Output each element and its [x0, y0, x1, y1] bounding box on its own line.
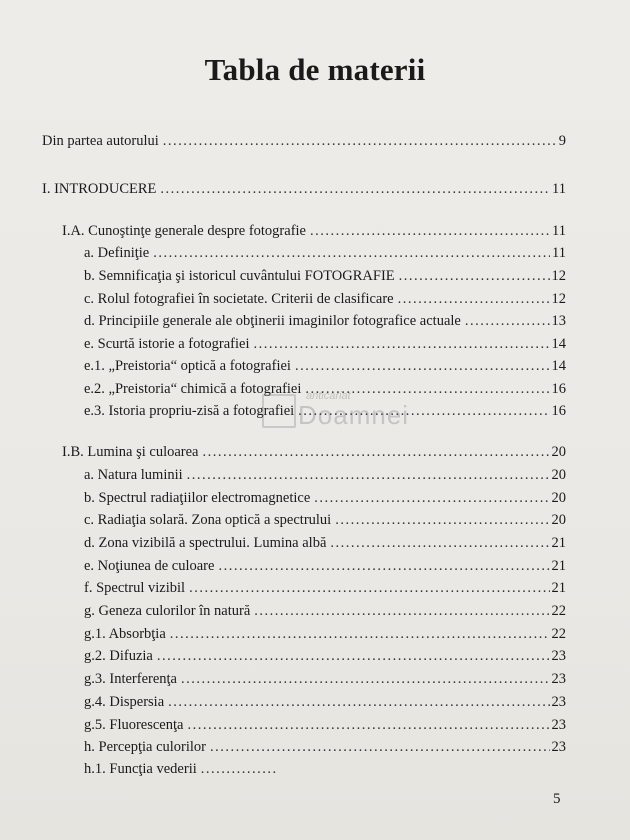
toc-entry [84, 290, 566, 308]
toc-entry-label: g. Geneza culorilor în natură [84, 603, 251, 619]
toc-entry [42, 132, 566, 150]
toc-entry-page: 23 [551, 648, 566, 664]
toc-entry-label: Din partea autorului [42, 133, 159, 149]
toc-entry-page: 21 [551, 580, 566, 596]
toc-entry-page: 14 [551, 358, 566, 374]
toc-entry [84, 602, 566, 620]
toc-dot-leader [465, 312, 550, 330]
toc-entry-label: b. Spectrul radiaţiilor electromagnetice [84, 490, 311, 506]
toc-entry-label: c. Radiaţia solară. Zona optică a spectrului [84, 512, 332, 528]
toc-entry-label: f. Spectrul vizibil [84, 580, 186, 596]
toc-entry-label: I. INTRODUCERE [42, 181, 157, 197]
toc-entry-page: 9 [558, 133, 566, 149]
toc-entry-label: d. Principiile generale ale obţinerii imaginilor fotografice actuale [84, 313, 461, 329]
toc-entry [84, 534, 566, 552]
toc-dot-leader [163, 132, 557, 150]
toc-entry [84, 716, 566, 734]
toc-entry-page: 16 [551, 403, 566, 419]
toc-entry [84, 466, 566, 484]
toc-entry-page: 20 [551, 467, 566, 483]
toc-dot-leader [314, 489, 549, 507]
toc-dot-leader [398, 290, 550, 308]
toc-entry-page: 12 [551, 291, 566, 307]
toc-entry-page: 22 [551, 603, 566, 619]
toc-dot-leader [254, 602, 549, 620]
toc-dot-leader [181, 670, 550, 688]
toc-entry-label: I.A. Cunoştinţe generale despre fotografie [62, 223, 306, 239]
toc-dot-leader [310, 222, 550, 240]
toc-entry-page: 11 [552, 245, 566, 261]
toc-entry [84, 267, 566, 285]
toc-dot-leader [153, 244, 550, 262]
toc-entry-label: g.4. Dispersia [84, 694, 165, 710]
toc-dot-leader [305, 380, 549, 398]
toc-entry [84, 489, 566, 507]
toc-entry [42, 180, 566, 198]
toc-entry-label: e. Noţiunea de culoare [84, 558, 215, 574]
toc-entry-label: h. Percepţia culorilor [84, 739, 206, 755]
toc-entry-label: g.2. Difuzia [84, 648, 153, 664]
toc-entry-label: g.3. Interferenţa [84, 671, 177, 687]
page-number: 5 [553, 791, 561, 807]
toc-dot-leader [160, 180, 550, 198]
toc-entry-page: 21 [551, 558, 566, 574]
toc-entry [84, 312, 566, 330]
toc-entry [84, 244, 566, 262]
toc-dot-leader [295, 357, 550, 375]
toc-entry-page: 20 [551, 444, 566, 460]
toc-entry-label: e. Scurtă istorie a fotografiei [84, 336, 250, 352]
toc-entry-page: 22 [551, 626, 566, 642]
toc-entry-page: 23 [551, 717, 566, 733]
toc-entry [84, 760, 280, 778]
toc-entry-page: 13 [551, 313, 566, 329]
toc-entry-page: 23 [551, 694, 566, 710]
toc-entry [84, 625, 566, 643]
toc-entry-page: 21 [551, 535, 566, 551]
toc-entry-page: 20 [551, 490, 566, 506]
toc-dot-leader [157, 647, 550, 665]
toc-entry-label: g.5. Fluorescenţa [84, 717, 184, 733]
toc-entry-page: 11 [552, 181, 566, 197]
toc-dot-leader [170, 625, 550, 643]
toc-entry-page: 11 [552, 223, 566, 239]
toc-dot-leader [218, 557, 549, 575]
toc-entry [84, 357, 566, 375]
toc-entry-label: h.1. Funcţia vederii [84, 761, 197, 777]
toc-entry-label: g.1. Absorbţia [84, 626, 166, 642]
toc-dot-leader [330, 534, 549, 552]
toc-entry-label: c. Rolul fotografiei în societate. Criterii de clasificare [84, 291, 394, 307]
toc-entry-label: d. Zona vizibilă a spectrului. Lumina albă [84, 535, 327, 551]
toc-entry [84, 511, 566, 529]
toc-dot-leader [201, 760, 278, 778]
toc-entry [62, 222, 566, 240]
toc-entry-label: e.1. „Preistoria“ optică a fotografiei [84, 358, 291, 374]
toc-entry [84, 738, 566, 756]
toc-entry [84, 402, 566, 420]
toc-dot-leader [187, 716, 549, 734]
toc-entry [84, 693, 566, 711]
toc-dot-leader [189, 579, 549, 597]
toc-entry-label: e.3. Istoria propriu-zisă a fotografiei [84, 403, 295, 419]
toc-dot-leader [203, 443, 550, 461]
toc-entry-label: e.2. „Preistoria“ chimică a fotografiei [84, 381, 302, 397]
toc-dot-leader [253, 335, 549, 353]
toc-dot-leader [168, 693, 549, 711]
page-title: Tabla de materii [204, 52, 426, 87]
toc-entry [84, 647, 566, 665]
toc-entry [84, 579, 566, 597]
toc-entry [84, 670, 566, 688]
watermark-small-text: anticariat [306, 390, 351, 402]
toc-entry [84, 557, 566, 575]
toc-dot-leader [210, 738, 550, 756]
toc-dot-leader [187, 466, 550, 484]
toc-dot-leader [298, 402, 549, 420]
toc-entry-label: a. Definiţie [84, 245, 150, 261]
toc-entry-page: 23 [551, 739, 566, 755]
toc-entry-page: 16 [551, 381, 566, 397]
toc-entry-page: 14 [551, 336, 566, 352]
toc-entry [84, 335, 566, 353]
toc-entry-label: a. Natura luminii [84, 467, 183, 483]
toc-entry-label: b. Semnificaţia şi istoricul cuvântului FOTOGRAFIE [84, 268, 395, 284]
toc-entry-page: 20 [551, 512, 566, 528]
toc-entry [62, 443, 566, 461]
toc-entry-label: I.B. Lumina şi culoarea [62, 444, 199, 460]
toc-entry-page: 23 [551, 671, 566, 687]
toc-dot-leader [399, 267, 550, 285]
toc-entry [84, 380, 566, 398]
toc-dot-leader [335, 511, 549, 529]
toc-entry-page: 12 [551, 268, 566, 284]
watermark-big-text: Doamnei [298, 400, 410, 430]
